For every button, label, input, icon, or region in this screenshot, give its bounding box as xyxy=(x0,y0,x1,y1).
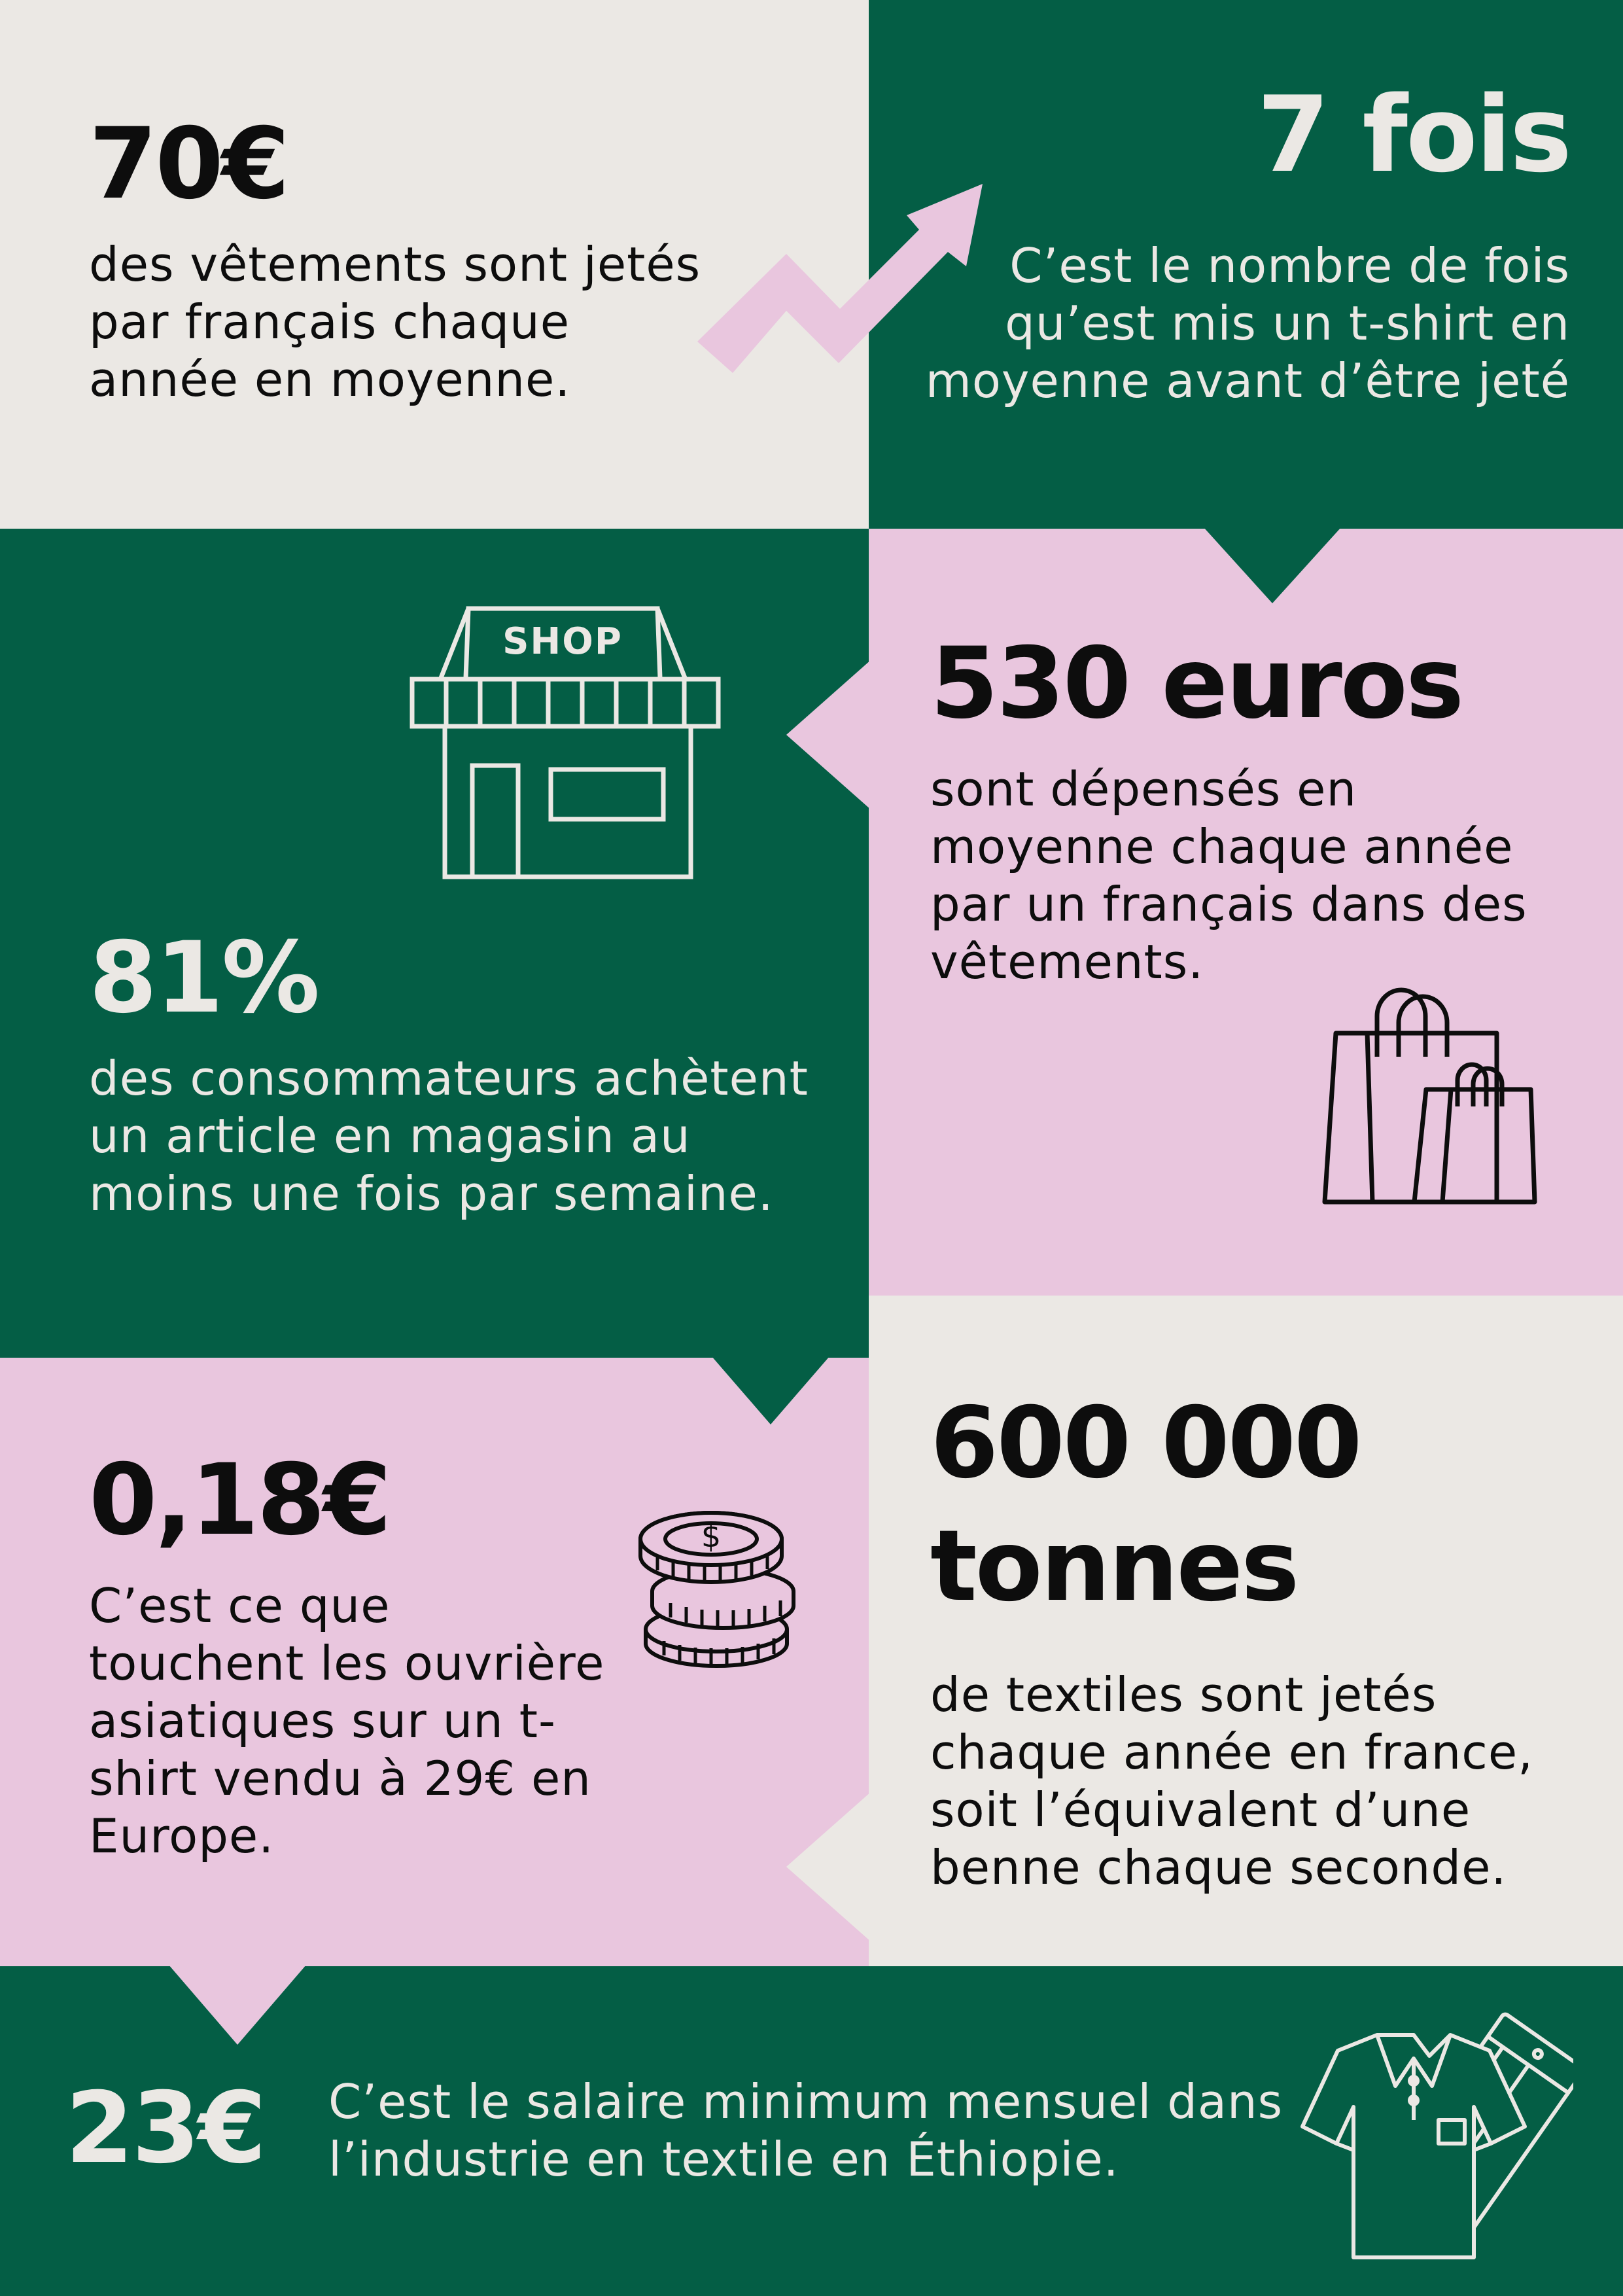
desc-line: soit l’équivalent d’une xyxy=(930,1782,1471,1837)
stat-value-textile-waste xyxy=(930,1382,1360,1628)
clothes-icon xyxy=(1299,1996,1573,2270)
stat-value-min-wage: 23€ xyxy=(65,2072,265,2185)
stat-desc-clothes-thrown xyxy=(89,236,701,408)
desc-line: moyenne chaque année xyxy=(930,819,1514,874)
desc-line: Europe. xyxy=(89,1809,275,1863)
stat-desc-yearly-spending xyxy=(930,760,1527,991)
desc-line: shirt vendu à 29€ en xyxy=(89,1751,591,1806)
stat-desc-worker-pay xyxy=(89,1577,604,1865)
desc-line: année en moyenne. xyxy=(89,352,571,407)
desc-line: l’industrie en textile en Éthiopie. xyxy=(328,2132,1119,2187)
stat-value-tshirt-wears: 7 fois xyxy=(1257,73,1570,196)
desc-line: moyenne avant d’être jeté xyxy=(925,353,1570,408)
stat-value-line: tonnes xyxy=(930,1510,1298,1623)
stat-desc-tshirt-wears xyxy=(926,237,1570,410)
coin-dollar-sign: $ xyxy=(701,1518,722,1555)
connector-pointer-down-green-2 xyxy=(712,1356,829,1426)
desc-line: C’est le salaire minimum mensuel dans xyxy=(328,2074,1283,2129)
desc-line: par un français dans des xyxy=(930,877,1527,932)
stat-desc-min-wage xyxy=(328,2073,1283,2188)
stat-value-yearly-spending: 530 euros xyxy=(930,627,1463,741)
shop-sign-label: SHOP xyxy=(502,620,623,663)
desc-line: des vêtements sont jetés xyxy=(89,237,701,292)
stat-value-weekly-buyers: 81% xyxy=(89,921,319,1035)
connector-pointer-down-pink xyxy=(169,1965,306,2046)
desc-line: de textiles sont jetés xyxy=(930,1667,1437,1722)
desc-line: un article en magasin au xyxy=(89,1108,691,1163)
desc-line: chaque année en france, xyxy=(930,1725,1534,1780)
connector-pointer-left-cream xyxy=(782,1792,871,1942)
desc-line: asiatiques sur un t- xyxy=(89,1693,557,1748)
stat-value-clothes-thrown: 70€ xyxy=(89,107,288,221)
desc-line: moins une fois par semaine. xyxy=(89,1166,774,1221)
stat-value-line: 600 000 xyxy=(930,1386,1361,1500)
stat-desc-textile-waste xyxy=(930,1666,1533,1896)
desc-line: sont dépensés en xyxy=(930,762,1357,817)
shopping-bags-icon xyxy=(1321,985,1537,1207)
stat-value-worker-pay: 0,18€ xyxy=(89,1443,390,1557)
desc-line: vêtements. xyxy=(930,934,1204,989)
desc-line: qu’est mis un t-shirt en xyxy=(1005,296,1570,351)
connector-pointer-left-pink xyxy=(782,660,871,810)
desc-line: C’est le nombre de fois xyxy=(1009,238,1570,293)
connector-pointer-down-green xyxy=(1204,527,1341,605)
desc-line: C’est ce que xyxy=(89,1578,391,1633)
desc-line: benne chaque seconde. xyxy=(930,1840,1507,1895)
desc-line: touchent les ouvrière xyxy=(89,1636,605,1691)
stat-desc-weekly-buyers xyxy=(89,1050,809,1222)
desc-line: par français chaque xyxy=(89,294,570,349)
desc-line: des consommateurs achètent xyxy=(89,1051,809,1106)
